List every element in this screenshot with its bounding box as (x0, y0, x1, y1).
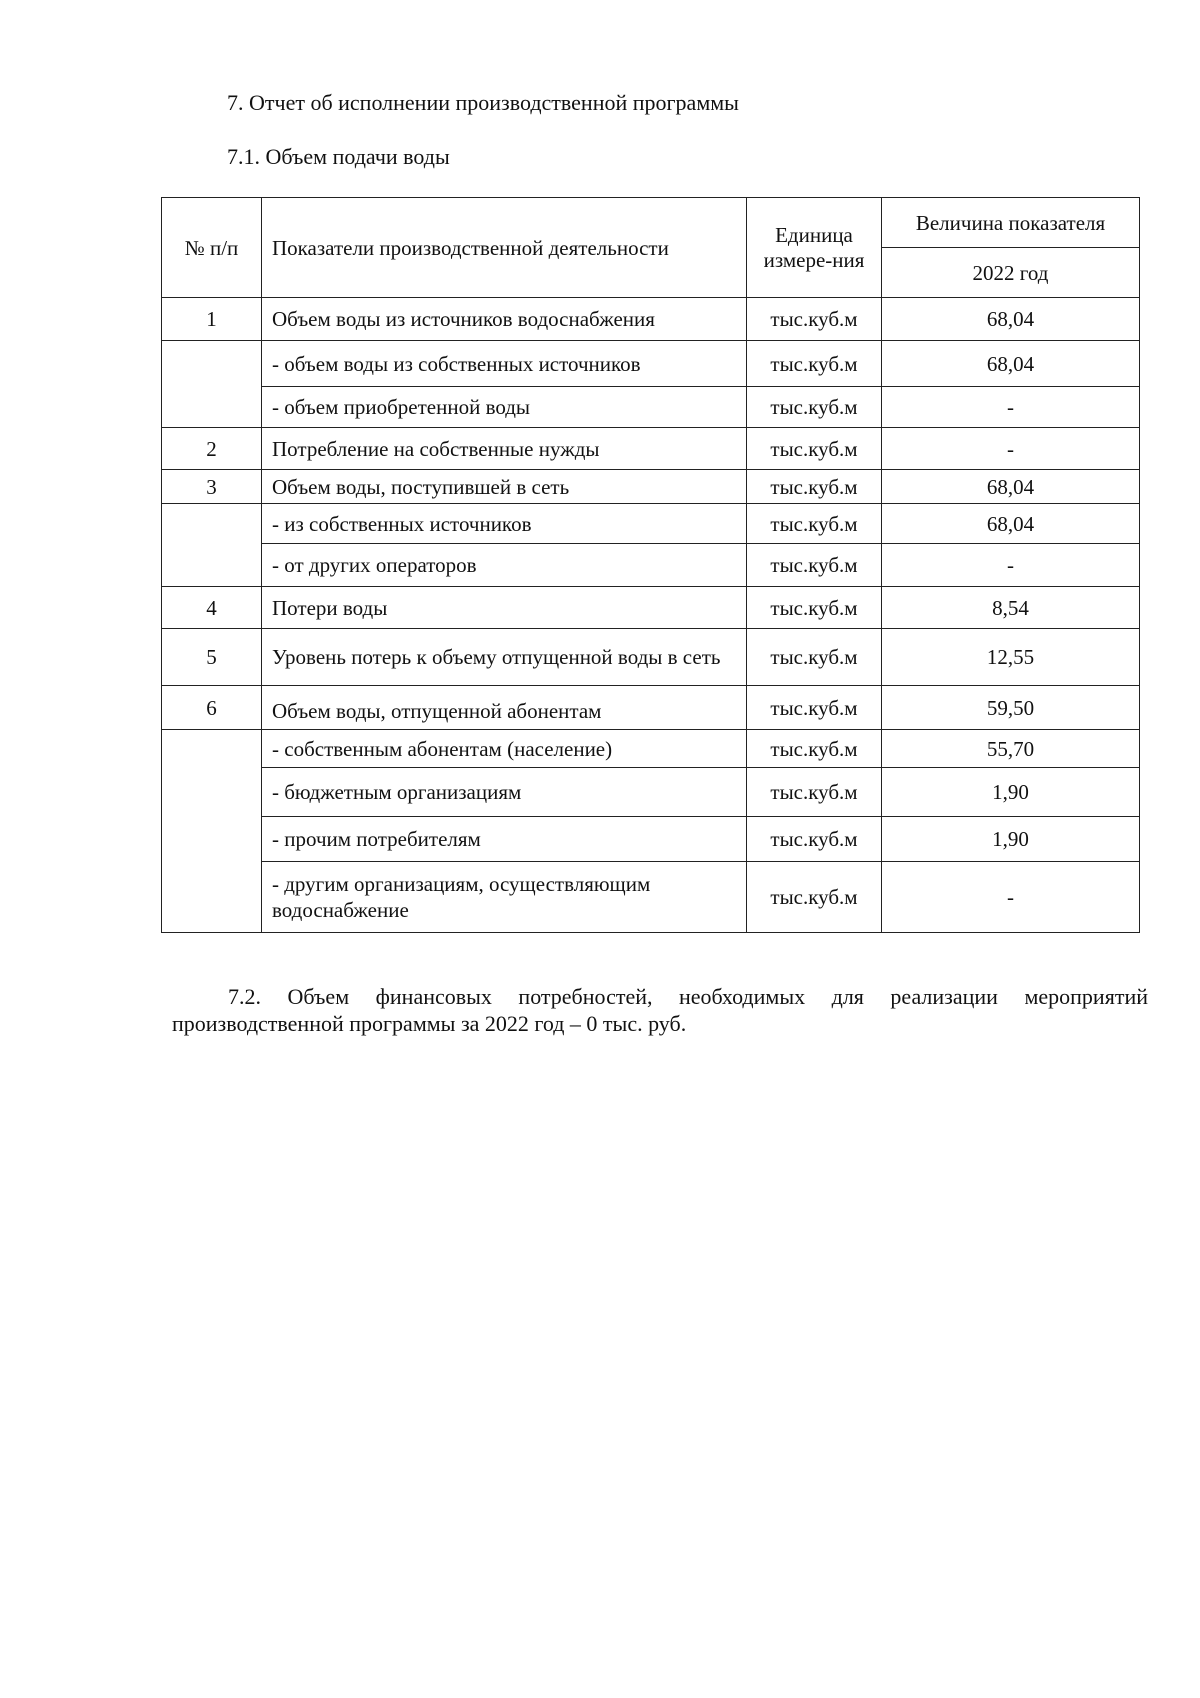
row-num: 6 (162, 686, 262, 730)
row-num (162, 504, 262, 587)
row-value: 68,04 (882, 341, 1140, 387)
row-unit: тыс.куб.м (747, 862, 882, 933)
table-body (162, 298, 1140, 933)
table-row (162, 862, 1140, 933)
row-value: 1,90 (882, 768, 1140, 817)
row-unit: тыс.куб.м (747, 686, 882, 730)
table-row (162, 629, 1140, 686)
row-indicator: Потери воды (262, 587, 747, 629)
row-indicator: - бюджетным организациям (262, 768, 747, 817)
table-row (162, 298, 1140, 341)
row-indicator: - собственным абонентам (население) (262, 730, 747, 768)
row-unit: тыс.куб.м (747, 428, 882, 470)
row-num: 4 (162, 587, 262, 629)
row-num (162, 730, 262, 933)
row-indicator: - от других операторов (262, 544, 747, 587)
header-unit: Единица измере-ния (747, 198, 882, 298)
table-row (162, 587, 1140, 629)
section-title: 7. Отчет об исполнении производственной программы (227, 90, 739, 115)
row-indicator: Уровень потерь к объему отпущенной воды в сеть (262, 629, 747, 686)
table-row (162, 504, 1140, 544)
row-value: - (882, 862, 1140, 933)
row-unit: тыс.куб.м (747, 587, 882, 629)
row-unit: тыс.куб.м (747, 341, 882, 387)
row-num: 3 (162, 470, 262, 504)
header-num: № п/п (162, 198, 262, 298)
row-value: 68,04 (882, 470, 1140, 504)
row-value: 68,04 (882, 298, 1140, 341)
row-indicator: - прочим потребителям (262, 817, 747, 862)
row-num (162, 341, 262, 428)
financial-needs-paragraph: 7.2. Объем финансовых потребностей, необходимых для реализации мероприятий производственной программы за 2022 год – 0 тыс. руб. (172, 984, 1148, 1036)
table-header (162, 198, 1140, 298)
row-unit: тыс.куб.м (747, 730, 882, 768)
row-indicator: - из собственных источников (262, 504, 747, 544)
water-supply-table (161, 197, 1140, 933)
row-value: - (882, 544, 1140, 587)
row-indicator: Объем воды, поступившей в сеть (262, 470, 747, 504)
table-row (162, 817, 1140, 862)
row-unit: тыс.куб.м (747, 387, 882, 428)
header-value-group: Величина показателя (882, 198, 1140, 248)
row-num: 2 (162, 428, 262, 470)
header-year: 2022 год (882, 248, 1140, 298)
row-value: 1,90 (882, 817, 1140, 862)
row-value: 68,04 (882, 504, 1140, 544)
row-value: 55,70 (882, 730, 1140, 768)
header-indicator: Показатели производственной деятельности (262, 198, 747, 298)
row-value: 59,50 (882, 686, 1140, 730)
table-row (162, 387, 1140, 428)
row-unit: тыс.куб.м (747, 504, 882, 544)
row-indicator: Объем воды из источников водоснабжения (262, 298, 747, 341)
table-row (162, 428, 1140, 470)
row-unit: тыс.куб.м (747, 544, 882, 587)
table-row (162, 686, 1140, 730)
row-indicator: - объем приобретенной воды (262, 387, 747, 428)
row-indicator: Объем воды, отпущенной абонентам (262, 686, 747, 730)
row-indicator: - объем воды из собственных источников (262, 341, 747, 387)
row-num: 1 (162, 298, 262, 341)
row-unit: тыс.куб.м (747, 817, 882, 862)
table-row (162, 730, 1140, 768)
table-row (162, 470, 1140, 504)
subsection-title: 7.1. Объем подачи воды (227, 144, 450, 169)
row-num: 5 (162, 629, 262, 686)
row-unit: тыс.куб.м (747, 629, 882, 686)
row-value: - (882, 428, 1140, 470)
row-value: 12,55 (882, 629, 1140, 686)
table-row (162, 341, 1140, 387)
row-unit: тыс.куб.м (747, 768, 882, 817)
row-indicator: Потребление на собственные нужды (262, 428, 747, 470)
row-unit: тыс.куб.м (747, 298, 882, 341)
row-value: - (882, 387, 1140, 428)
row-unit: тыс.куб.м (747, 470, 882, 504)
table-row (162, 544, 1140, 587)
row-indicator: - другим организациям, осуществляющим водоснабжение (262, 862, 747, 933)
row-value: 8,54 (882, 587, 1140, 629)
table-row (162, 768, 1140, 817)
